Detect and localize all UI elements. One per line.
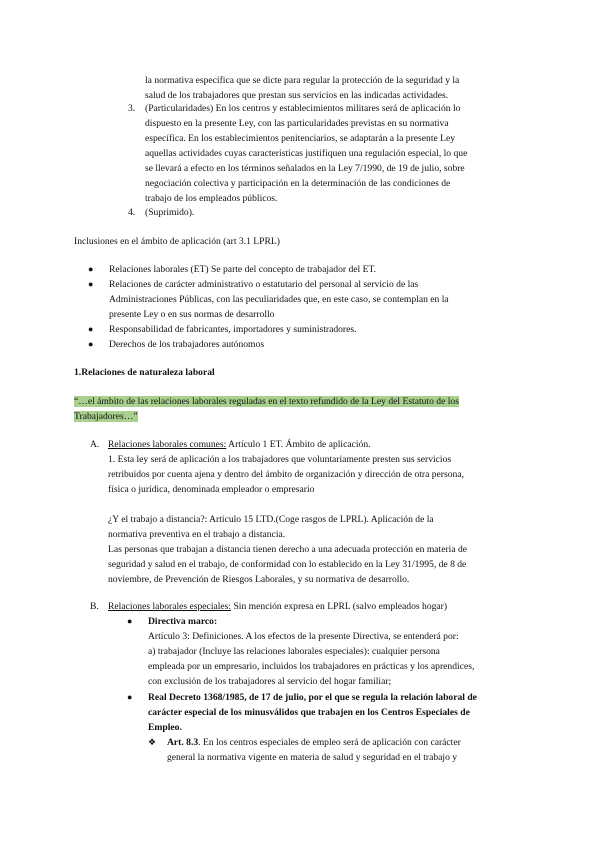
- text-line: Las personas que trabajan a distancia tienen derecho a una adecuada protección en materia de: [108, 544, 468, 555]
- text-line: general la normativa vigente en materia de salud y seguridad en el trabajo y: [167, 752, 458, 763]
- bullet-icon: ●: [127, 616, 133, 626]
- intro-continuation: [145, 73, 525, 103]
- bullet-icon: ●: [127, 692, 133, 702]
- text-line: trabajo de los empleados públicos.: [145, 193, 278, 204]
- text-line: retribuidos por cuenta ajena y dentro del ámbito de organización y dirección de otra persona,: [108, 469, 464, 480]
- item-number: 3.: [128, 103, 136, 114]
- item-title: Directiva marco:: [148, 616, 218, 627]
- list-item: [127, 690, 537, 735]
- text-line: (Suprimido).: [145, 207, 195, 218]
- diamond-bullet-icon: ❖: [148, 737, 157, 747]
- text-line: a) trabajador (Incluye las relaciones laborales especiales): cualquier persona: [148, 646, 440, 657]
- highlighted-text: “…el ámbito de las relaciones laborales reguladas en el texto refundido de la Ley del Estatuto de los: [74, 396, 459, 407]
- item-title-line: Empleo.: [148, 722, 182, 733]
- text-line: negociación colectiva y participación en la determinación de las condiciones de: [145, 178, 451, 189]
- text-line: Relaciones de carácter administrativo o estatutario del personal al servicio de las: [109, 279, 419, 290]
- list-item: [127, 614, 537, 689]
- list-item: [88, 322, 528, 337]
- text-line: presente Ley o en sus normas de desarrollo: [109, 309, 275, 320]
- bullet-icon: ●: [88, 279, 94, 289]
- numbered-item-4: [128, 205, 528, 220]
- section-b: [90, 599, 530, 614]
- inclusions-title: Inclusiones en el ámbito de aplicación (art 3.1 LPRL): [74, 236, 280, 247]
- article-ref: Art. 8.3: [167, 737, 199, 748]
- text-line: física o jurídica, denominada empleador o empresario: [108, 484, 315, 495]
- text-line: (Particularidades) En los centros y establecimientos militares será de aplicación lo: [145, 103, 461, 114]
- section-a: [90, 437, 530, 507]
- bullet-icon: ●: [88, 264, 94, 274]
- section-label: A.: [90, 439, 100, 450]
- list-item: [88, 262, 528, 277]
- text-line: Administraciones Públicas, con las peculiaridades que, en este caso, se contemplan en la: [109, 294, 449, 305]
- text-line: ¿Y el trabajo a distancia?: Artículo 15 LTD.(Coge rasgos de LPRL). Aplicación de la: [108, 514, 434, 525]
- text-line: Relaciones laborales (ET) Se parte del concepto de trabajador del ET.: [109, 264, 376, 275]
- text-line: Artículo 3: Definiciones. A los efectos de la presente Directiva, se entenderá por:: [148, 631, 459, 642]
- highlighted-text: Trabajadores…”: [74, 411, 138, 422]
- item-title-line: Real Decreto 1368/1985, de 17 de julio, por el que se regula la relación laboral de: [148, 692, 477, 703]
- text-line: la normativa específica que se dicte para regular la protección de la seguridad y la: [145, 75, 460, 86]
- list-item: [88, 337, 528, 352]
- section-label: B.: [90, 601, 99, 612]
- section-title-line: [108, 599, 528, 614]
- text-line: salud de los trabajadores que prestan sus servicios en las indicadas actividades.: [145, 90, 449, 101]
- bullet-icon: ●: [88, 339, 94, 349]
- section-title-line: [108, 437, 528, 452]
- article-8-3: [148, 735, 518, 765]
- text-line: se llevará a efecto en los términos señalados en la Ley 7/1990, de 19 de julio, sobre: [145, 163, 465, 174]
- section-title-rest: Sin mención expresa en LPRL (salvo empleados hogar): [231, 601, 448, 612]
- section-title: Relaciones laborales comunes:: [108, 439, 227, 450]
- text-line: Responsabilidad de fabricantes, importadores y suministradores.: [109, 324, 357, 335]
- section-b-list: [127, 614, 537, 735]
- text-line: seguridad y salud en el trabajo, de conformidad con lo establecido en la Ley 31/1995, de 8 de: [108, 559, 467, 570]
- text-line: Art. 8.3. En los centros especiales de empleo será de aplicación con carácter: [167, 737, 461, 748]
- text-line: con exclusión de los trabajadores al servicio del hogar familiar;: [148, 676, 392, 687]
- inclusions-list: [88, 262, 528, 352]
- section-title-rest: Artículo 1 ET. Ámbito de aplicación.: [226, 439, 371, 450]
- section-title: Relaciones laborales especiales:: [108, 601, 232, 612]
- text-line: Derechos de los trabajadores autónomos: [109, 339, 265, 350]
- text-line: aquellas actividades cuyas características justifiquen una regulación especial, lo que: [145, 148, 468, 159]
- numbered-item-3: [128, 101, 528, 206]
- list-item: [88, 277, 528, 322]
- highlight-quote: [74, 394, 534, 424]
- text-line: normativa preventiva en el trabajo a distancia.: [108, 529, 286, 540]
- item-title-line: carácter especial de los minusválidos que trabajen en los Centros Especiales de: [148, 707, 470, 718]
- text-line: 1. Esta ley será de aplicación a los trabajadores que voluntariamente presten sus servicios: [108, 454, 452, 465]
- bullet-icon: ●: [88, 324, 94, 334]
- section-heading: 1.Relaciones de naturaleza laboral: [74, 367, 215, 378]
- text-line: específica. En los establecimientos penitenciarios, se adaptarán a la presente Ley: [145, 133, 456, 144]
- remote-work-paragraph: [108, 512, 528, 587]
- text-line: empleada por un empresario, incluidos los trabajadores en prácticas y los aprendices,: [148, 661, 475, 672]
- item-number: 4.: [128, 207, 136, 218]
- text-line: dispuesto en la presente Ley, con las particularidades previstas en su normativa: [145, 118, 449, 129]
- text-line: noviembre, de Prevención de Riesgos Laborales, y su normativa de desarrollo.: [108, 574, 410, 585]
